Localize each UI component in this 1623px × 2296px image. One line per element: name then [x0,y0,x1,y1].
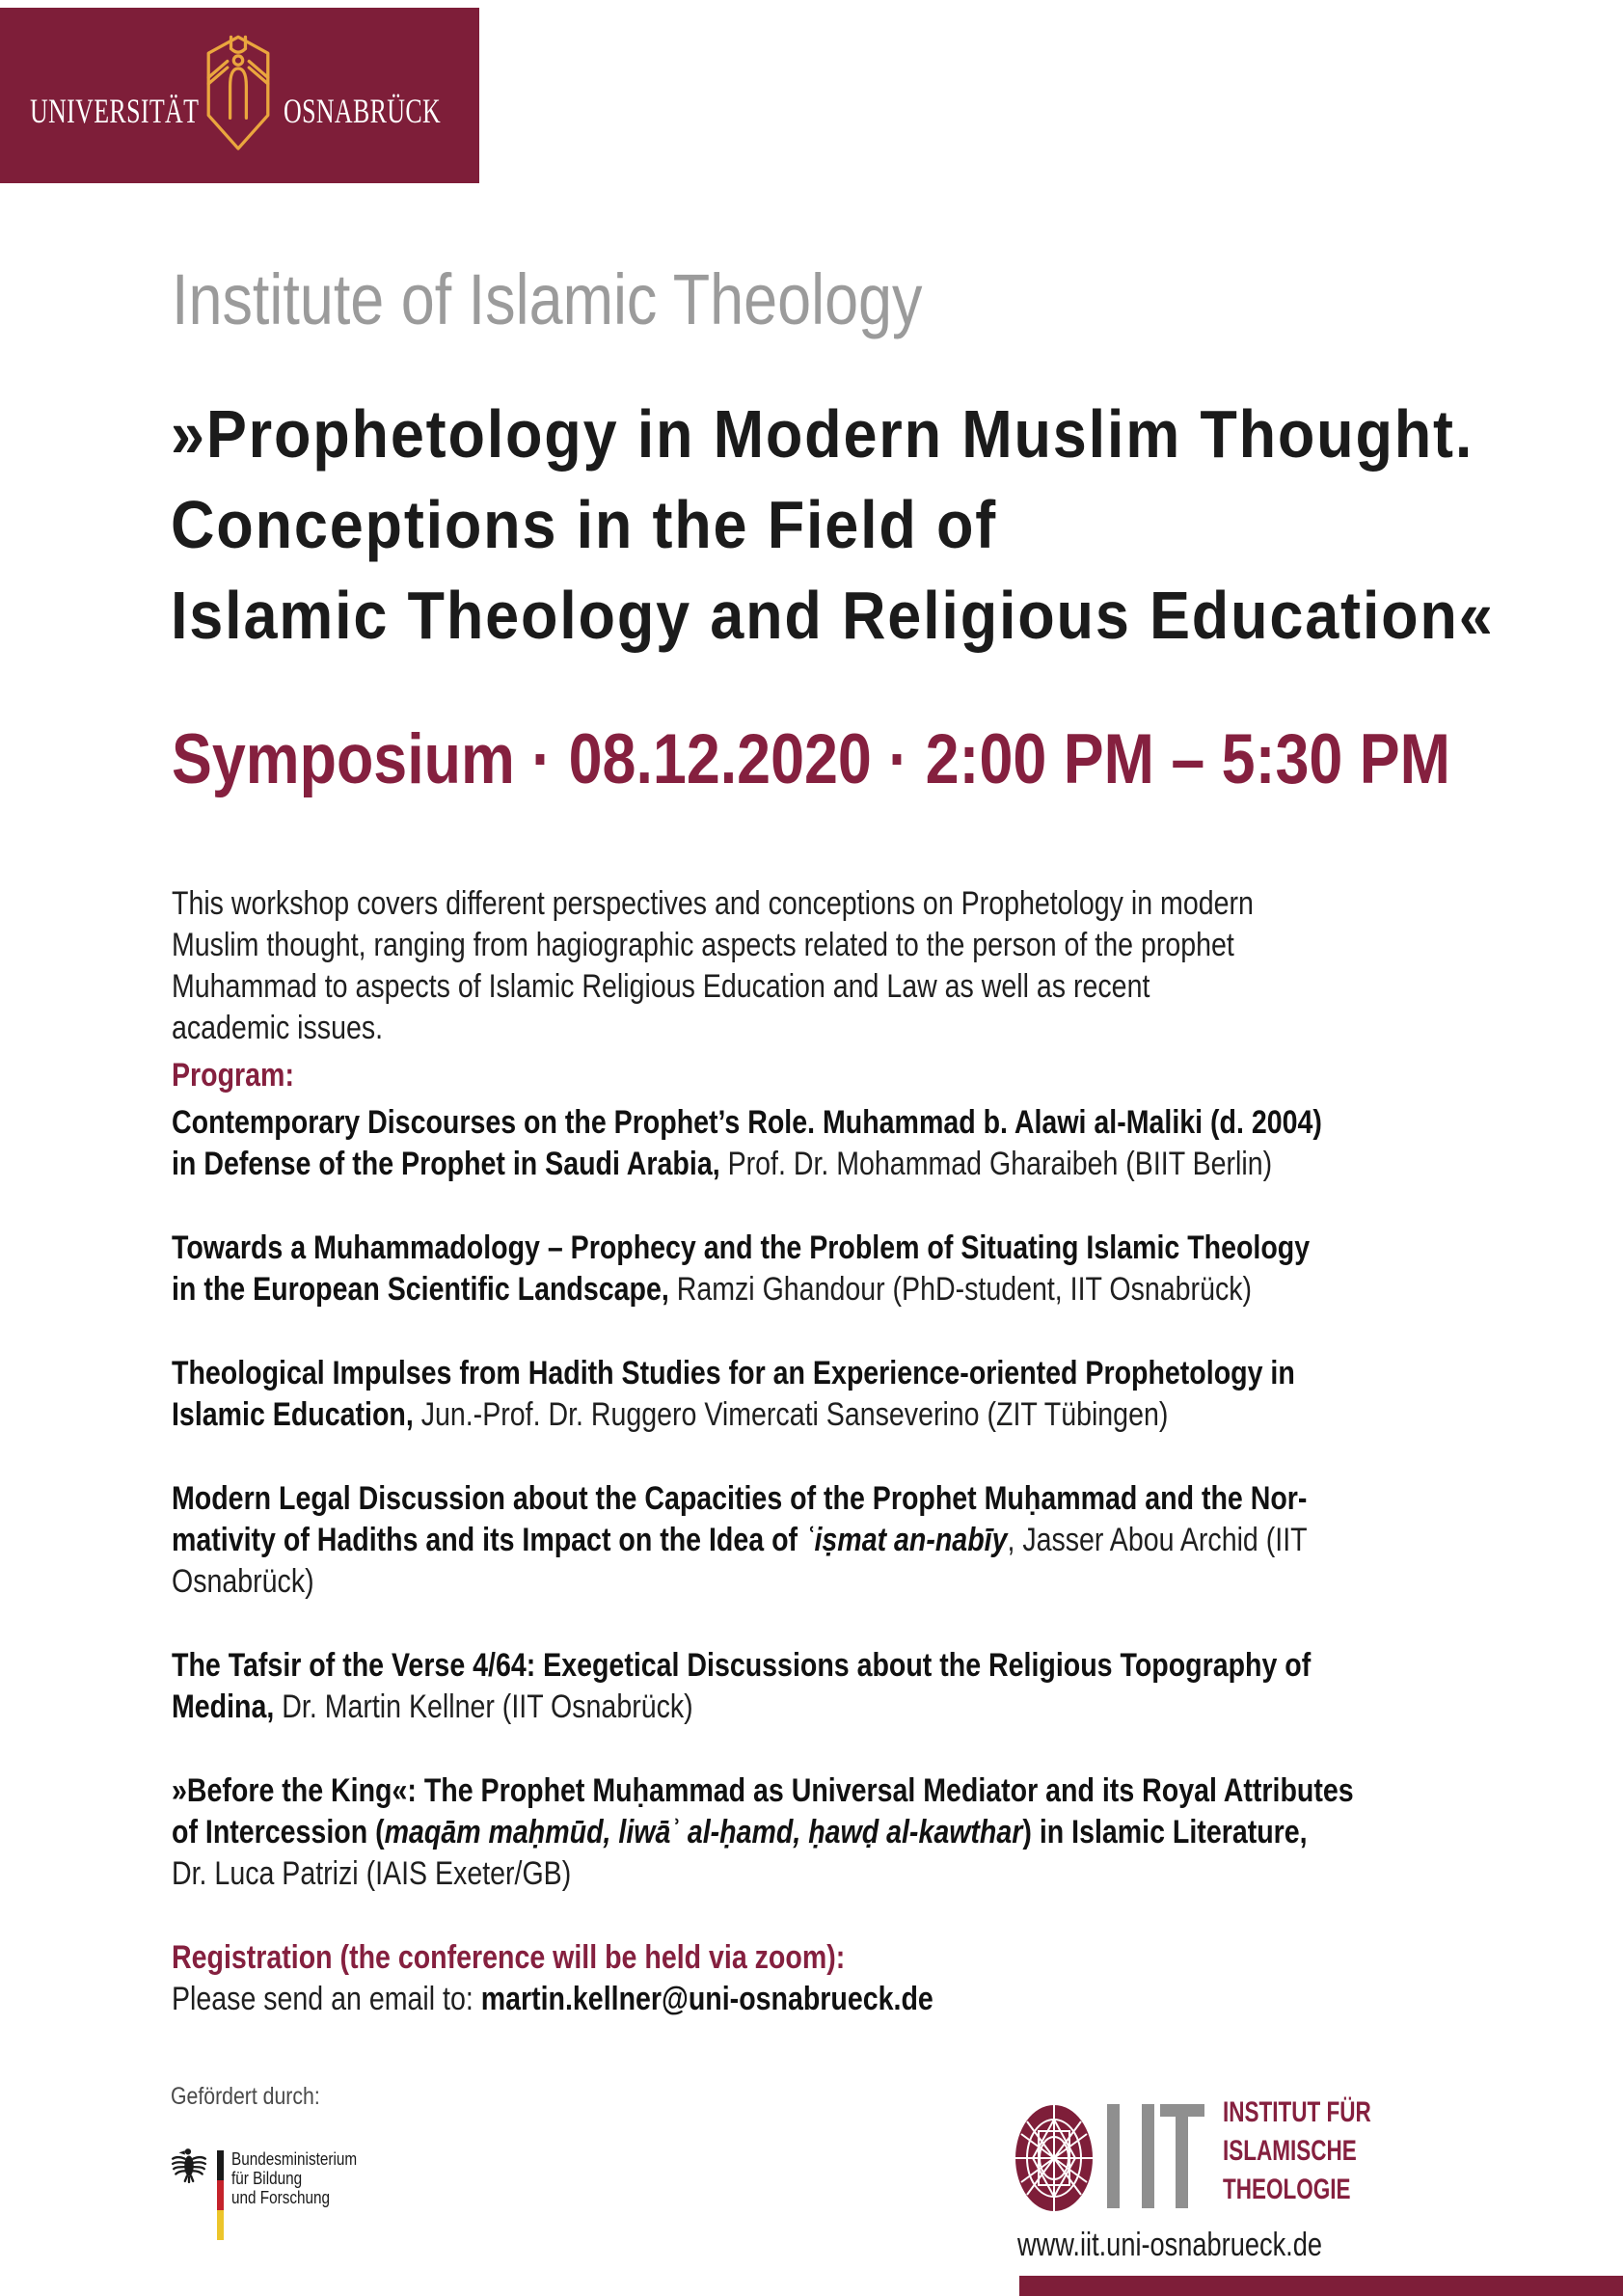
program-item-text: in Defense of the Prophet in Saudi Arabia, [172,1146,720,1182]
program-section [172,1055,1613,2020]
page-title: »Prophetology in Modern Muslim Thought. Conceptions in the Field of Islamic Theology and Religious Education« [171,396,1495,653]
program-item-text: Jun.-Prof. Dr. Ruggero Vimercati Sanseverino (ZIT Tübingen) [413,1396,1169,1433]
program-item-text: Ramzi Ghandour (PhD-student, IIT Osnabrück) [668,1271,1253,1308]
iit-letter-t-top [1160,2104,1204,2117]
program-heading: Program: [172,1057,294,1094]
registration-prompt: Please send an email to: [172,1981,481,2017]
iit-website-link[interactable]: www.iit.uni-osnabrueck.de [1017,2227,1322,2263]
program-item-text: of Intercession ( [172,1814,385,1850]
program-item [172,1353,1613,1436]
registration-heading: Registration (the conference will be held via zoom): [172,1939,846,1976]
intro-paragraph: This workshop covers different perspectives and conceptions on Prophetology in modern Muslim thought, ranging from hagiographic aspects related to the person of the prophet Muhammad to aspects of Islamic Religious Education and Law as well as recent academic issues. [172,885,1254,1046]
program-item-text: maqām maḥmūd, liwāʾ al-ḥamd, ḥawḍ al-kawthar [384,1814,1023,1850]
program-item-text: Medina, [172,1688,275,1725]
program-item-text: Modern Legal Discussion about the Capacities of the Prophet Muḥammad and the Nor- [172,1480,1308,1517]
university-emblem [198,29,279,167]
program-item-text: Prof. Dr. Mohammad Gharaibeh (BIIT Berlin) [719,1146,1273,1182]
program-item [172,1228,1613,1310]
program-item-text: »Before the King«: The Prophet Muḥammad as Universal Mediator and its Royal Attributes [172,1772,1354,1809]
flag-gold [217,2210,224,2240]
program-item-text: Osnabrück) [172,1563,314,1600]
iit-institute-name: INSTITUT FÜR ISLAMISCHE THEOLOGIE [1223,2096,1371,2205]
iit-rosette-icon [1015,2105,1093,2216]
program-item-text: Dr. Luca Patrizi (IAIS Exeter/GB) [172,1855,572,1892]
program-item-text: Contemporary Discourses on the Prophet’s Role. Muhammad b. Alawi al-Maliki (d. 2004) [172,1104,1322,1141]
university-banner [0,8,479,183]
funded-by-label: Gefördert durch: [171,2083,320,2110]
registration-email-link[interactable]: martin.kellner@uni-osnabrueck.de [480,1981,933,2017]
registration-block [172,1937,1613,2020]
program-item [172,1770,1613,1895]
university-name-left: UNIVERSITÄT [30,92,200,130]
program-items [172,1102,1613,1895]
program-item-text: Theological Impulses from Hadith Studies for an Experience-oriented Prophetology in [172,1355,1295,1391]
iit-letter-t-stem [1176,2117,1188,2208]
iit-letter-i1 [1107,2104,1120,2208]
event-date-line: Symposium · 08.12.2020 · 2:00 PM – 5:30 PM [172,720,1450,798]
program-item-text: ) in Islamic Literature, [1022,1814,1308,1850]
german-flag-stripe [217,2150,224,2240]
university-name-right: OSNABRÜCK [284,92,442,130]
flag-black [217,2150,224,2180]
program-item-text: mativity of Hadiths and its Impact on the Idea of [172,1522,805,1558]
registration-line [172,1979,1613,2020]
flag-red [217,2180,224,2210]
iit-letter-i2 [1142,2104,1154,2208]
bottom-maroon-bar [1019,2276,1623,2296]
program-item-text: Dr. Martin Kellner (IIT Osnabrück) [274,1688,693,1725]
federal-eagle-icon [170,2147,208,2188]
program-item [172,1478,1613,1603]
program-item-text: Towards a Muhammadology – Prophecy and the Problem of Situating Islamic Theology [172,1229,1311,1266]
program-item [172,1645,1613,1728]
program-item-text: The Tafsir of the Verse 4/64: Exegetical Discussions about the Religious Topography of [172,1647,1312,1684]
bmbf-label: Bundesministerium für Bildung und Forschung [231,2149,358,2207]
institute-name: Institute of Islamic Theology [172,259,923,339]
program-item-text: Islamic Education, [172,1396,414,1433]
program-item-text: , Jasser Abou Archid (IIT [1007,1522,1308,1558]
program-item-text: ʿiṣmat an-nabīy [804,1522,1008,1558]
program-item [172,1102,1613,1185]
program-item-text: in the European Scientific Landscape, [172,1271,669,1308]
